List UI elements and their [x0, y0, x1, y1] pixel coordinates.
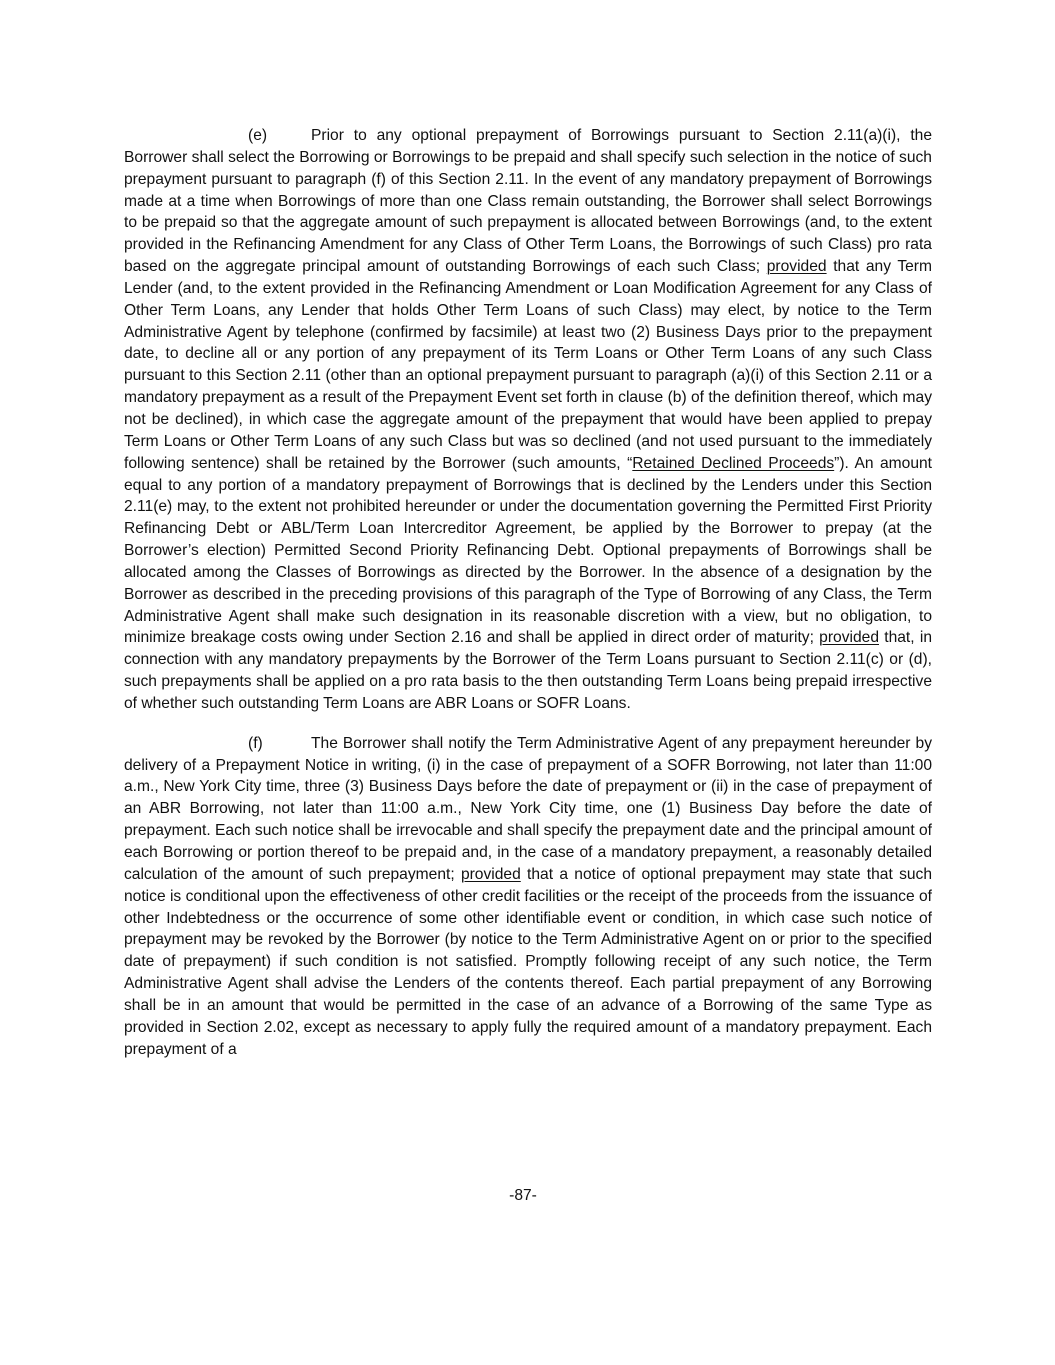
paragraph-e-marker: (e) — [248, 127, 268, 144]
paragraph-f-text-2: that a notice of optional prepayment may state that such notice is conditional upon the effectiveness of other credit facilities or the receipt of the proceeds from the issuance of other Indebtedness or the occurrence of some other identifiable event or condition, in which case such notice of prepayment may be revoked by the Borrower (by notice to the Term Administrative Agent on or prior to the specified date of prepayment) if such condition is not satisfied. Promptly following receipt of any such notice, the Term Administrative Agent shall advise the Lenders of the contents thereof. Each partial prepayment of any Borrowing shall be in an amount that would be permitted in the case of an advance of a Borrowing of the same Type as provided in Section 2.02, except as necessary to apply fully the required amount of a mandatory prepayment. Each prepayment of a — [124, 865, 933, 1058]
paragraph-f-marker: (f) — [248, 734, 263, 752]
provided-term: provided — [766, 258, 827, 276]
paragraph-f-text-1: The Borrower shall notify the Term Administrative Agent of any prepayment hereunder by delivery of a Prepayment Notice in writing, (i) in the case of prepayment of a SOFR Borrowing, not later than 11:00 a.m., New York City time, three (3) Business Days before the date of prepayment or (ii) in the case of prepayment of an ABR Borrowing, not later than 11:00 a.m., New York City time, one (1) Business Day before the date of prepayment. Each such notice shall be irrevocable and shall specify the prepayment date and the principal amount of each Borrowing or portion thereof to be prepaid and, in the case of a mandatory prepayment, a reasonably detailed calculation of the amount of such prepayment; — [124, 734, 932, 883]
document-body — [124, 125, 932, 1060]
provided-term: provided — [460, 865, 521, 883]
paragraph-e — [124, 125, 932, 715]
paragraph-f — [124, 733, 932, 1061]
paragraph-e-text-1: Prior to any optional prepayment of Borrowings pursuant to Section 2.11(a)(i), the Borrower shall select the Borrowing or Borrowings to be prepaid and shall specify such selection in the notice of such prepayment pursuant to paragraph (f) of this Section 2.11. In the event of any mandatory prepayment of Borrowings made at a time when Borrowings of more than one Class remain outstanding, the Borrower shall select Borrowings to be prepaid so that the aggregate amount of such prepayment is allocated between Borrowings (and, to the extent provided in the Refinancing Amendment for any Class of Other Term Loans, the Borrowings of such Class) pro rata based on the aggregate principal amount of outstanding Borrowings of each such Class; — [124, 127, 932, 276]
paragraph-e-text-2: that any Term Lender (and, to the extent provided in the Refinancing Amendment or Loan Modification Agreement for any Class of Other Term Loans, any Lender that holds Other Term Loans of such Class) may elect, by notice to the Term Administrative Agent by telephone (confirmed by facsimile) at least two (2) Business Days prior to the prepayment date, to decline all or any portion of any prepayment of its Term Loans or Other Term Loans of any such Class pursuant to this Section 2.11 (other than an optional prepayment pursuant to paragraph (a)(i) of this Section 2.11 or a mandatory prepayment as a result of the Prepayment Event set forth in clause (b) of the definition thereof, which may not be declined), in which case the aggregate amount of the prepayment that would have been applied to prepay Term Loans or Other Term Loans of any such Class but was so declined (and not used pursuant to the immediately following sentence) shall be retained by the Borrower (such amounts, “ — [124, 258, 932, 472]
page-number: -87- — [509, 1187, 537, 1204]
paragraph-e-text-4: that, in connection with any mandatory prepayments by the Borrower of the Term Loans pursuant to Section 2.11(c) or (d), such prepayments shall be applied on a pro rata basis to the then outstanding Term Loans being prepaid irrespective of whether such outstanding Term Loans are ABR Loans or SOFR Loans. — [124, 629, 932, 712]
provided-term: provided — [819, 629, 879, 647]
defined-term-retained-declined-proceeds: Retained Declined Proceeds — [632, 454, 835, 472]
paragraph-e-text-3: ”). An amount equal to any portion of a mandatory prepayment of Borrowings that is declined by the Lenders under this Section 2.11(e) may, to the extent not prohibited hereunder or under the documentation governing the Permitted First Priority Refinancing Debt or ABL/Term Loan Intercreditor Agreement, be applied by the Borrower to prepay (at the Borrower’s election) Permitted Second Priority Refinancing Debt. Optional prepayments of Borrowings shall be allocated among the Classes of Borrowings as directed by the Borrower. In the absence of a designation by the Borrower as described in the preceding provisions of this paragraph of the Type of Borrowing of any Class, the Term Administrative Agent shall make such designation in its reasonable discretion with a view, but no obligation, to minimize breakage costs owing under Section 2.16 and shall be applied in direct order of maturity; — [124, 454, 933, 647]
